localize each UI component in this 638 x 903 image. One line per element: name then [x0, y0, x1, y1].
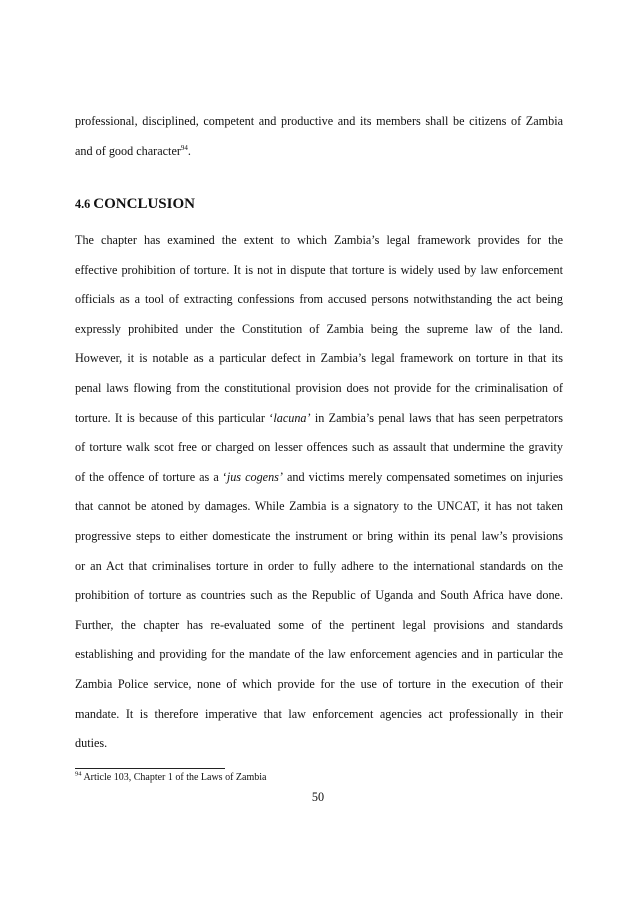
- footnote-reference[interactable]: 94: [180, 143, 188, 152]
- intro-line-2-text: and of good character: [75, 143, 181, 158]
- conclusion-paragraph: [75, 226, 563, 759]
- intro-line-1: professional, disciplined, competent and productive and its members shall be citizens of Zambia: [75, 114, 563, 128]
- body-line-16: Zambia Police service, none of which provide for the use of torture in the execution of their: [75, 676, 563, 691]
- footnote: [75, 772, 266, 783]
- body-line-11: progressive steps to either domesticate the instrument or bring within its penal law’s provisions: [75, 528, 563, 543]
- body-line-15: establishing and providing for the mandate of the law enforcement agencies and in particular the: [75, 647, 563, 662]
- body-line-13: prohibition of torture as countries such as the Republic of Uganda and South Africa have done.: [75, 588, 563, 603]
- body-line-9: [75, 463, 563, 493]
- jus-cogens-term: jus cogens’: [226, 469, 283, 484]
- footnote-separator: [75, 768, 225, 769]
- body-line-7-a: torture. It is because of this particular ‘: [75, 410, 274, 425]
- body-line-6: penal laws flowing from the constitutional provision does not provide for the criminalisation of: [75, 380, 563, 395]
- body-line-8: of torture walk scot free or charged on lesser offences such as assault that undermine the gravity: [75, 440, 563, 455]
- body-line-5: However, it is notable as a particular defect in Zambia’s legal framework on torture in that its: [75, 351, 563, 366]
- footnote-number: 94: [75, 770, 82, 778]
- section-title: CONCLUSION: [93, 196, 195, 212]
- body-line-14: Further, the chapter has re-evaluated some of the pertinent legal provisions and standards: [75, 617, 563, 632]
- body-line-9-a: of the offence of torture as a ‘: [75, 469, 227, 484]
- body-line-17: mandate. It is therefore imperative that law enforcement agencies act professionally in their: [75, 706, 563, 721]
- page-number: 50: [311, 790, 325, 804]
- intro-line-2: [75, 137, 563, 167]
- body-line-10: that cannot be atoned by damages. While Zambia is a signatory to the UNCAT, it has not taken: [75, 499, 563, 514]
- section-number: 4.6: [75, 197, 91, 211]
- body-line-12: or an Act that criminalises torture in order to fully adhere to the international standards on the: [75, 558, 563, 573]
- body-line-18: duties.: [75, 736, 108, 751]
- intro-line-2-end: .: [187, 143, 191, 158]
- body-line-1: The chapter has examined the extent to which Zambia’s legal framework provides for the: [75, 233, 563, 247]
- body-line-3: officials as a tool of extracting confessions from accused persons notwithstanding the act being: [75, 292, 563, 307]
- body-line-7: [75, 404, 563, 434]
- body-line-9-b: and victims merely compensated sometimes on injuries: [282, 469, 563, 484]
- footnote-text: Article 103, Chapter 1 of the Laws of Zambia: [81, 772, 267, 783]
- body-line-7-b: in Zambia’s penal laws that has seen perpetrators: [310, 410, 563, 425]
- intro-paragraph: [75, 107, 563, 166]
- body-line-4: expressly prohibited under the Constitution of Zambia being the supreme law of the land.: [75, 321, 563, 336]
- body-line-2: effective prohibition of torture. It is not in dispute that torture is widely used by law enforcement: [75, 262, 563, 277]
- section-heading: [75, 196, 195, 213]
- lacuna-term: lacuna’: [273, 410, 311, 425]
